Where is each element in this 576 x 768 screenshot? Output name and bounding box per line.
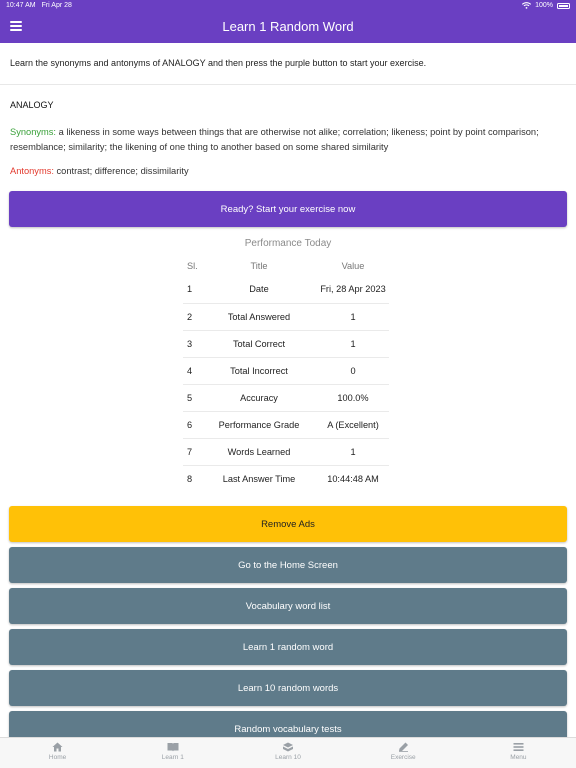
row-value: 100.0% [317, 384, 389, 411]
column-header-value: Value [341, 261, 365, 271]
table-row [183, 303, 389, 330]
pencil-icon [398, 742, 409, 752]
books-icon [282, 742, 294, 752]
battery-icon [557, 3, 570, 9]
table-row [183, 276, 389, 303]
row-title: Performance Grade [201, 411, 317, 438]
row-value: 1 [317, 303, 389, 330]
status-right [522, 0, 570, 11]
status-date: Fri Apr 28 [41, 2, 72, 9]
table-row [183, 438, 389, 465]
row-title: Last Answer Time [222, 473, 296, 484]
tab-label: Learn 10 [275, 754, 301, 761]
table-row [183, 357, 389, 384]
word-heading: ANALOGY [10, 100, 54, 110]
tab-learn-1[interactable] [115, 738, 230, 768]
tab-label: Exercise [390, 754, 416, 761]
row-index: 2 [183, 303, 201, 330]
row-title: Total Incorrect [201, 357, 317, 384]
tab-exercise[interactable] [346, 738, 461, 768]
row-value: A (Excellent) [317, 411, 389, 438]
menu-icon [513, 742, 524, 752]
home-icon [52, 742, 63, 752]
bottom-tab-bar [0, 737, 576, 768]
table-row [183, 411, 389, 438]
status-bar [0, 0, 576, 11]
row-index: 5 [183, 384, 201, 411]
synonyms-text [10, 125, 562, 155]
row-index: 6 [183, 411, 201, 438]
row-title: Words Learned [201, 438, 317, 465]
intro-text: Learn the synonyms and antonyms of ANALOGY and then press the purple button to start your exercise. [10, 58, 427, 68]
column-header-sl: Sl. [187, 261, 198, 271]
row-value: 1 [317, 438, 389, 465]
tab-learn-10[interactable] [230, 738, 345, 768]
tab-menu[interactable] [461, 738, 576, 768]
row-title: Total Correct [201, 330, 317, 357]
row-index: 8 [187, 473, 193, 484]
row-index: 7 [183, 438, 201, 465]
performance-table [183, 256, 389, 492]
book-icon [167, 742, 179, 752]
table-row [183, 330, 389, 357]
word-list-button[interactable]: Vocabulary word list [9, 588, 567, 624]
row-title: Date [201, 276, 317, 303]
battery-percent: 100% [535, 2, 553, 9]
row-value: Fri, 28 Apr 2023 [317, 276, 389, 303]
tab-home[interactable] [0, 738, 115, 768]
tab-label: Home [48, 754, 67, 761]
row-index: 1 [183, 276, 201, 303]
table-row [183, 384, 389, 411]
status-time: 10:47 AM [6, 2, 36, 9]
tab-label: Menu [510, 754, 527, 761]
antonyms-label: Antonyms: [10, 166, 54, 176]
home-screen-button[interactable]: Go to the Home Screen [9, 547, 567, 583]
learn-one-word-button[interactable]: Learn 1 random word [9, 629, 567, 665]
tab-label: Learn 1 [161, 754, 184, 761]
table-header-row [183, 256, 389, 276]
row-title: Total Answered [201, 303, 317, 330]
row-index: 3 [183, 330, 201, 357]
synonyms-value: a likeness in some ways between things that are otherwise not alike; correlation; likeness; point by point comparison; resemblance; similarity; the likening of one thing to another based on some shared similarity [10, 127, 539, 152]
column-header-title: Title [250, 261, 268, 271]
row-value: 0 [317, 357, 389, 384]
antonyms-text [10, 164, 562, 179]
antonyms-value: contrast; difference; dissimilarity [53, 166, 189, 176]
table-row [183, 465, 389, 492]
learn-ten-words-button[interactable]: Learn 10 random words [9, 670, 567, 706]
status-left [6, 0, 72, 11]
divider [0, 84, 576, 85]
row-index: 4 [183, 357, 201, 384]
performance-title: Performance Today [244, 238, 332, 249]
app-bar [0, 11, 576, 43]
synonyms-label: Synonyms: [10, 127, 56, 137]
wifi-icon [522, 2, 531, 9]
remove-ads-button[interactable]: Remove Ads [9, 506, 567, 542]
row-value: 10:44:48 AM [327, 473, 379, 484]
start-exercise-button[interactable]: Ready? Start your exercise now [9, 191, 567, 227]
row-value: 1 [317, 330, 389, 357]
vocabulary-tests-button[interactable]: Random vocabulary tests [9, 711, 567, 747]
row-title: Accuracy [201, 384, 317, 411]
page-title: Learn 1 Random Word [222, 19, 354, 34]
